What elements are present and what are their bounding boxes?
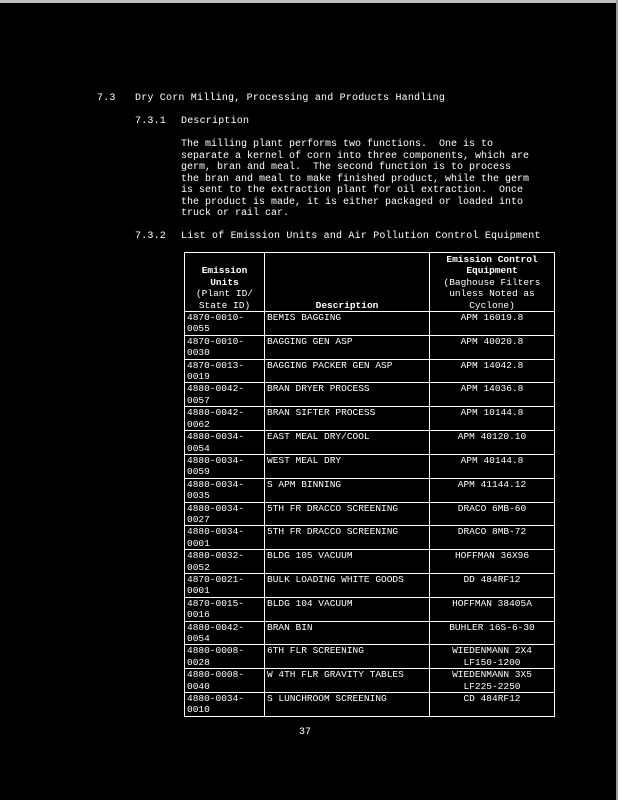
cell-description: 5TH FR DRACCO SCREENING	[265, 502, 430, 526]
cell-control-equipment	[430, 502, 555, 526]
table-row	[185, 407, 555, 431]
header-line: unless Noted as	[449, 288, 535, 300]
unit-id-line: 4880-0034-	[187, 431, 245, 443]
cell-emission-unit	[185, 478, 265, 502]
cell-control-equipment	[430, 312, 555, 336]
cell-control-equipment	[430, 478, 555, 502]
cell-description: BULK LOADING WHITE GOODS	[265, 573, 430, 597]
unit-id-line: 4880-0032-	[187, 550, 245, 562]
equipment-line: WIEDENMANN 2X4	[452, 645, 532, 657]
paragraph-line: truck or rail car.	[181, 208, 290, 219]
cell-emission-unit	[185, 669, 265, 693]
equipment-line: DRACO 6MB-60	[457, 502, 527, 514]
unit-id-line: 0001	[187, 537, 210, 549]
cell-emission-unit	[185, 359, 265, 383]
header-line: (Plant ID/	[195, 288, 253, 300]
cell-emission-unit	[185, 407, 265, 431]
unit-id-line: 0054	[187, 633, 210, 644]
equipment-line: APM 10144.8	[460, 407, 524, 419]
cell-description: BAGGING GEN ASP	[265, 335, 430, 359]
table-row	[185, 693, 555, 717]
description-paragraph	[181, 139, 551, 220]
section-7-3-number: 7.3	[97, 93, 116, 104]
cell-description: BEMIS BAGGING	[265, 312, 430, 336]
cell-emission-unit	[185, 502, 265, 526]
cell-description: 5TH FR DRACCO SCREENING	[265, 526, 430, 550]
table-row	[185, 621, 555, 645]
equipment-line: APM 16019.8	[460, 312, 524, 324]
paragraph-line: separate a kernel of corn into three components, which are	[181, 150, 530, 162]
scan-edge-top	[0, 0, 618, 3]
header-control-equipment	[430, 253, 555, 312]
table-body	[185, 312, 555, 717]
equipment-line: HOFFMAN 36X96	[454, 550, 530, 562]
cell-control-equipment	[430, 454, 555, 478]
table-row	[185, 550, 555, 574]
unit-id-line: 4880-0034-	[187, 478, 245, 490]
unit-id-line: 0057	[187, 394, 210, 406]
table-row	[185, 573, 555, 597]
equipment-line: DD 484RF12	[463, 573, 521, 585]
unit-id-line: 4870-0015-	[187, 597, 245, 609]
table-row	[185, 383, 555, 407]
unit-id-line: 0001	[187, 585, 210, 597]
header-line: Description	[315, 299, 379, 311]
cell-control-equipment	[430, 383, 555, 407]
cell-control-equipment	[430, 550, 555, 574]
table-row	[185, 312, 555, 336]
paragraph-line: germ, bran and meal. The second function is to process	[181, 162, 512, 173]
table-row	[185, 478, 555, 502]
cell-emission-unit	[185, 597, 265, 621]
unit-id-line: 0035	[187, 490, 210, 502]
equipment-line: WIEDENMANN 3X5	[452, 669, 532, 681]
unit-id-line: 0028	[187, 656, 210, 668]
unit-id-line: 0052	[187, 561, 210, 573]
equipment-line: HOFFMAN 38405A	[452, 597, 532, 609]
unit-id-line: 4870-0013-	[187, 359, 245, 371]
cell-description: BAGGING PACKER GEN ASP	[265, 359, 430, 383]
header-line: Equipment	[466, 265, 518, 277]
unit-id-line: 0059	[187, 466, 210, 478]
table-row	[185, 359, 555, 383]
cell-description: BRAN DRYER PROCESS	[265, 383, 430, 407]
cell-control-equipment	[430, 526, 555, 550]
equipment-line: APM 14036.8	[460, 383, 524, 395]
unit-id-line: 4870-0021-	[187, 573, 245, 585]
table-header-row	[185, 253, 555, 312]
cell-emission-unit	[185, 621, 265, 645]
cell-emission-unit	[185, 431, 265, 455]
equipment-line: APM 14042.8	[460, 359, 524, 371]
cell-emission-unit	[185, 454, 265, 478]
cell-emission-unit	[185, 573, 265, 597]
unit-id-line: 0040	[187, 680, 210, 692]
equipment-line: LF150-1200	[463, 656, 521, 668]
cell-control-equipment	[430, 407, 555, 431]
cell-control-equipment	[430, 431, 555, 455]
unit-id-line: 4870-0010-	[187, 312, 245, 324]
cell-description: EAST MEAL DRY/COOL	[265, 431, 430, 455]
equipment-line: APM 40020.8	[460, 335, 524, 347]
unit-id-line: 0027	[187, 513, 210, 525]
cell-description: BLDG 105 VACUUM	[265, 550, 430, 574]
paragraph-line: the product is made, it is either packaged or loaded into	[181, 196, 524, 208]
unit-id-line: 4880-0034-	[187, 526, 245, 538]
cell-emission-unit	[185, 526, 265, 550]
table-row	[185, 454, 555, 478]
unit-id-line: 4880-0034-	[187, 693, 245, 705]
cell-control-equipment	[430, 669, 555, 693]
unit-id-line: 4880-0042-	[187, 621, 245, 633]
emission-units-table	[184, 252, 555, 717]
cell-control-equipment	[430, 573, 555, 597]
table-row	[185, 335, 555, 359]
unit-id-line: 0055	[187, 323, 210, 335]
section-7-3-1-title: Description	[181, 116, 250, 127]
header-line: State ID)	[198, 299, 251, 311]
equipment-line: CD 484RF12	[463, 693, 521, 705]
equipment-line: APM 40120.10	[457, 431, 527, 443]
unit-id-line: 0062	[187, 418, 210, 430]
cell-control-equipment	[430, 359, 555, 383]
header-line: Units	[210, 276, 239, 288]
cell-description: BRAN BIN	[265, 621, 430, 645]
section-7-3-2-number: 7.3.2	[135, 231, 167, 242]
cell-emission-unit	[185, 645, 265, 669]
unit-id-line: 4880-0042-	[187, 383, 245, 395]
table-row	[185, 669, 555, 693]
cell-emission-unit	[185, 312, 265, 336]
cell-emission-unit	[185, 550, 265, 574]
unit-id-line: 4880-0034-	[187, 502, 245, 514]
cell-control-equipment	[430, 645, 555, 669]
cell-emission-unit	[185, 693, 265, 717]
table-row	[185, 502, 555, 526]
unit-id-line: 4880-0008-	[187, 645, 245, 657]
cell-description: BRAN SIFTER PROCESS	[265, 407, 430, 431]
unit-id-line: 0030	[187, 347, 210, 359]
equipment-line: APM 40144.8	[460, 454, 524, 466]
cell-emission-unit	[185, 335, 265, 359]
paragraph-line: The milling plant performs two functions. One is to	[181, 139, 494, 150]
table-row	[185, 526, 555, 550]
section-7-3-title: Dry Corn Milling, Processing and Products Handling	[135, 93, 446, 104]
header-line: (Baghouse Filters	[443, 276, 541, 288]
cell-description: S APM BINNING	[265, 478, 430, 502]
header-line: Emission	[201, 265, 248, 277]
equipment-line: LF225-2250	[463, 680, 521, 692]
cell-control-equipment	[430, 693, 555, 717]
equipment-line: DRACO 8MB-72	[457, 526, 527, 538]
cell-emission-unit	[185, 383, 265, 407]
cell-control-equipment	[430, 335, 555, 359]
paragraph-line: is sent to the extraction plant for oil extraction. Once	[181, 185, 524, 196]
cell-description: WEST MEAL DRY	[265, 454, 430, 478]
unit-id-line: 4880-0034-	[187, 454, 245, 466]
cell-control-equipment	[430, 597, 555, 621]
cell-control-equipment	[430, 621, 555, 645]
cell-description: 6TH FLR SCREENING	[265, 645, 430, 669]
page-number: 37	[299, 727, 312, 738]
section-7-3-2-title: List of Emission Units and Air Pollution Control Equipment	[181, 231, 541, 242]
cell-description: W 4TH FLR GRAVITY TABLES	[265, 669, 430, 693]
equipment-line: APM 41144.12	[457, 478, 527, 490]
unit-id-line: 0010	[187, 704, 210, 716]
table-row	[185, 645, 555, 669]
table-row	[185, 431, 555, 455]
unit-id-line: 0016	[187, 609, 210, 621]
header-line: Emission Control	[446, 254, 538, 265]
table-row	[185, 597, 555, 621]
header-emission-units	[185, 253, 265, 312]
unit-id-line: 4870-0010-	[187, 335, 245, 347]
unit-id-line: 0019	[187, 371, 210, 383]
equipment-line: BUHLER 16S-6-30	[449, 621, 535, 633]
cell-description: S LUNCHROOM SCREENING	[265, 693, 430, 717]
cell-description: BLDG 104 VACUUM	[265, 597, 430, 621]
unit-id-line: 0054	[187, 442, 210, 454]
header-line: Cyclone)	[469, 299, 515, 311]
paragraph-line: the bran and meal to make finished product, while the germ	[181, 173, 530, 185]
unit-id-line: 4880-0042-	[187, 407, 245, 419]
header-description	[265, 253, 430, 312]
section-7-3-1-number: 7.3.1	[135, 116, 167, 127]
unit-id-line: 4880-0008-	[187, 669, 245, 681]
